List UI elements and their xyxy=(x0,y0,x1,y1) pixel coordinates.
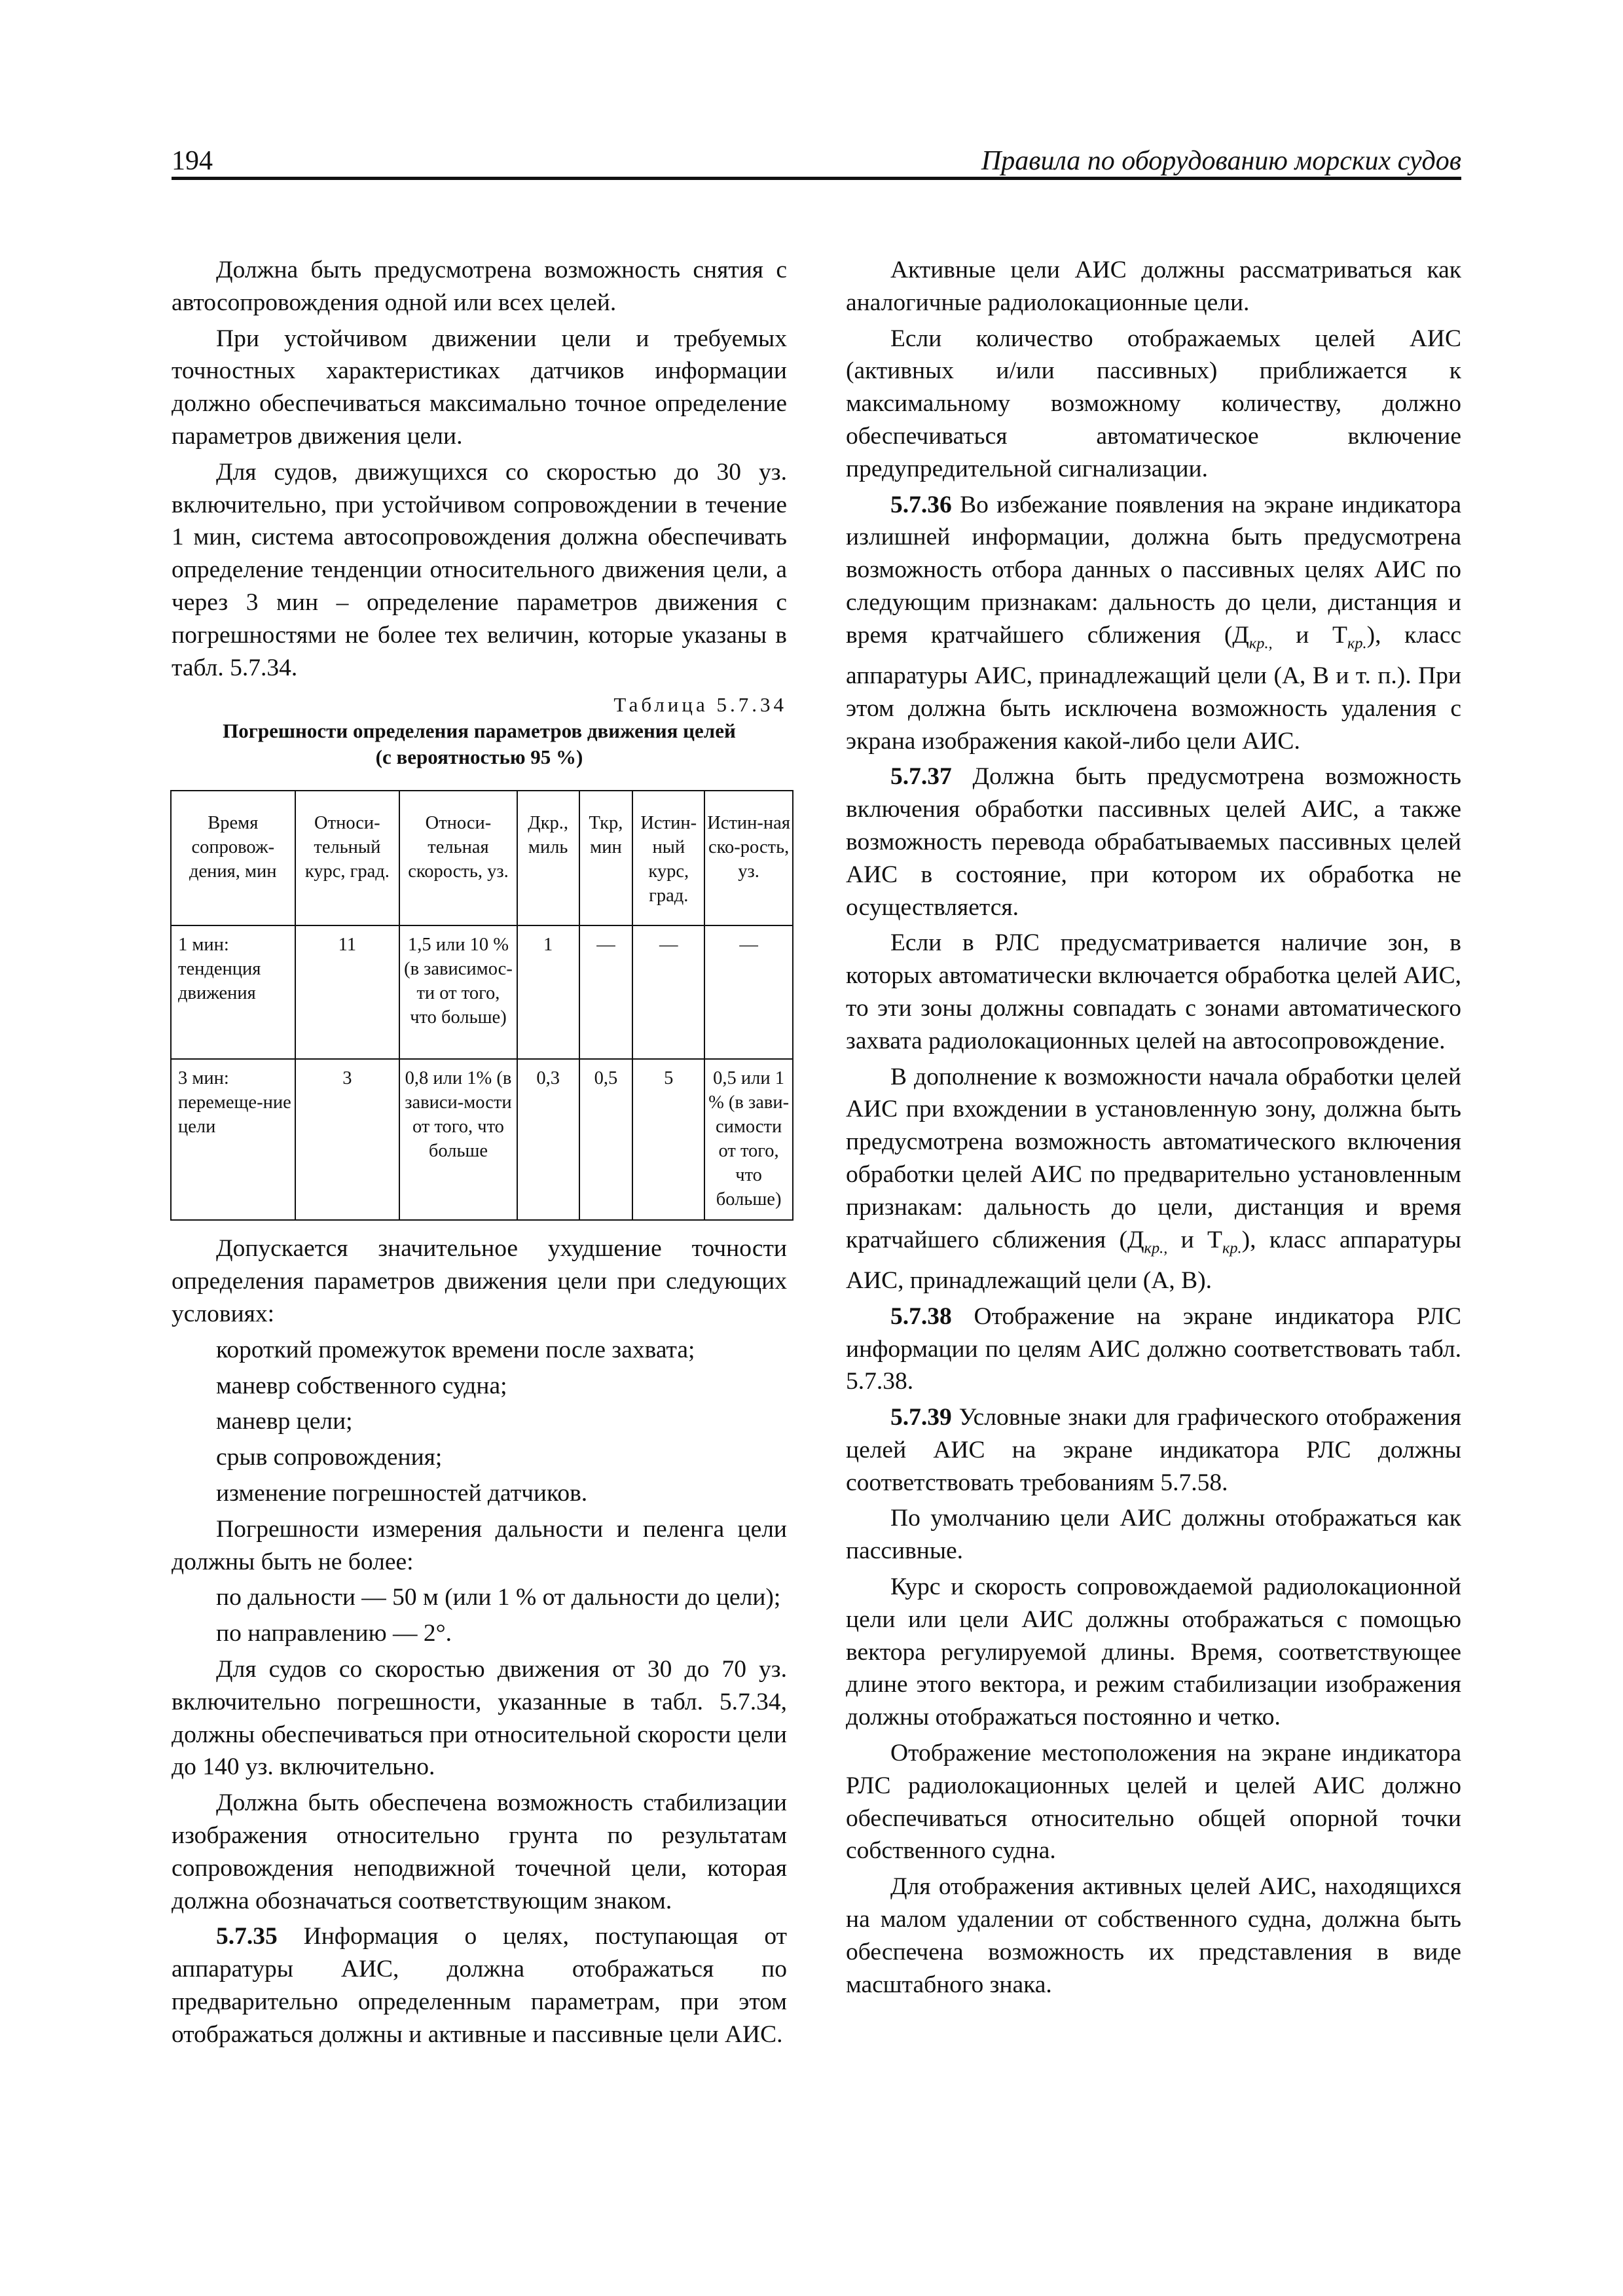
table-title-line: Погрешности определения параметров движения целей xyxy=(223,719,736,743)
paragraph: Если количество отображаемых целей АИС (активных и/или пассивных) приближается к максимальному возможному количеству, должно обеспечиваться автоматическое включение предупредительной сигнализации. xyxy=(846,325,1461,482)
left-column xyxy=(172,254,790,2054)
clause-text: В дополнение к возможности начала обработки целей АИС при вхождении в установленную зону, должна быть предусмотрена возможность автоматического включения обработки целей АИС по предварительно установленным признакам: дальность до цели, дистанция и время кратчайшего сближения (Д xyxy=(846,1063,1461,1253)
clause-text: Условные знаки для графического отображения целей АИС на экране индикатора РЛС должны соответствовать требованиям 5.7.58. xyxy=(846,1404,1461,1496)
table-header-row xyxy=(171,791,793,925)
paragraph: При устойчивом движении цели и требуемых точностных характеристиках датчиков информации должно обеспечиваться максимально точное определение параметров движения цели. xyxy=(172,325,787,450)
table-cell: 3 xyxy=(295,1059,400,1220)
table-row xyxy=(171,925,793,1059)
clause-number: 5.7.36 xyxy=(890,491,952,518)
paragraph: Отображение местоположения на экране индикатора РЛС радиолокационных целей и целей АИС должно обеспечиваться относительно общей опорной точки собственного судна. xyxy=(846,1740,1461,1865)
list-item: по направлению — 2°. xyxy=(216,1620,452,1647)
clause-text: ), класс аппаратуры АИС, принадлежащий цели (А, В и т. п.). При этом должна быть исключена возможность удаления с экрана изображения какой-либо цели АИС. xyxy=(846,621,1461,755)
paragraph: Для отображения активных целей АИС, находящихся на малом удалении от собственного судна, должна быть обеспечена возможность их представления в виде масштабного знака. xyxy=(846,1873,1461,1998)
paragraph: Для судов со скоростью движения от 30 до 70 уз. включительно погрешности, указанные в табл. 5.7.34, должны обеспечиваться при относительной скорости цели до 140 уз. включительно. xyxy=(172,1655,787,1781)
subscript: кр. xyxy=(1347,634,1367,653)
paragraph: Должна быть предусмотрена возможность снятия с автосопровождения одной или всех целей. xyxy=(172,257,787,316)
table-cell: 0,5 xyxy=(579,1059,633,1220)
table-title-line: (с вероятностью 95 %) xyxy=(375,745,583,769)
paragraph: Курс и скорость сопровождаемой радиолокационной цели или цели АИС должны отображаться с помощью вектора регулируемой длины. Время, соответствующее длине этого вектора, и режим стабилизации изображения должны отображаться постоянно и четко. xyxy=(846,1573,1461,1731)
clause-number: 5.7.37 xyxy=(890,763,952,791)
table-cell: 0,5 или 1 % (в зави-симости от того, что больше) xyxy=(704,1059,793,1220)
running-title: Правила по оборудованию морских судов xyxy=(981,146,1461,176)
table-header-cell: Ткр, мин xyxy=(579,791,633,925)
paragraph: Активные цели АИС должны рассматриваться как аналогичные радиолокационные цели. xyxy=(846,257,1461,316)
table-cell: 3 мин: перемеще-ние цели xyxy=(171,1059,295,1220)
clause-text: Должна быть предусмотрена возможность включения обработки пассивных целей АИС, а также возможность перевода обрабатываемых пассивных целей АИС в состояние, при котором их обработка не осуществляется. xyxy=(846,763,1461,921)
clause-text: ), класс аппаратуры АИС, принадлежащий цели (А, В). xyxy=(846,1226,1461,1294)
table-header-cell: Относи-тельная скорость, уз. xyxy=(399,791,517,925)
clause-number: 5.7.39 xyxy=(890,1404,952,1431)
page-number: 194 xyxy=(172,146,213,176)
paragraph: По умолчанию цели АИС должны отображаться как пассивные. xyxy=(846,1505,1461,1565)
table-cell: 0,8 или 1% (в зависи-мости от того, что больше xyxy=(399,1059,517,1220)
clause-text: и Т xyxy=(1167,1226,1222,1253)
table-header-cell: Время сопровож-дения, мин xyxy=(171,791,295,925)
list-item: срыв сопровождения; xyxy=(216,1444,443,1471)
paragraph xyxy=(846,1300,1461,1398)
table-cell: 5 xyxy=(632,1059,704,1220)
paragraph xyxy=(172,1920,787,2051)
clause-number: 5.7.35 xyxy=(216,1923,278,1950)
table-row xyxy=(171,1059,793,1220)
paragraph xyxy=(846,761,1461,924)
table-cell: — xyxy=(632,925,704,1059)
table-cell: — xyxy=(579,925,633,1059)
clause-number: 5.7.38 xyxy=(890,1302,952,1330)
list-item: маневр цели; xyxy=(216,1408,353,1435)
list-item: по дальности — 50 м (или 1 % от дальности до цели); xyxy=(216,1584,781,1611)
table-header-cell: Дкр., миль xyxy=(517,791,579,925)
table-title xyxy=(172,718,787,770)
paragraph: Допускается значительное ухудшение точности определения параметров движения цели при следующих условиях: xyxy=(172,1235,787,1327)
clause-text: Во избежание появления на экране индикатора излишней информации, должна быть предусмотрена возможность отбора данных о пассивных целях АИС по следующим признакам: дальность до цели, дистанция и время кратчайшего сближения (Д xyxy=(846,491,1461,649)
header-rule xyxy=(172,177,1461,180)
subscript: кр., xyxy=(1144,1239,1168,1257)
table-cell: 1 мин: тенденция движения xyxy=(171,925,295,1059)
page-header xyxy=(172,145,1461,179)
paragraph xyxy=(846,1061,1461,1297)
clause-text: Отображение на экране индикатора РЛС информации по целям АИС должно соответствовать табл. 5.7.38. xyxy=(846,1302,1461,1395)
paragraph: Должна быть обеспечена возможность стабилизации изображения относительно грунта по результатам сопровождения неподвижной точечной цели, которая должна обозначаться соответствующим знаком. xyxy=(172,1789,787,1914)
subscript: кр., xyxy=(1249,634,1273,653)
table-cell: 0,3 xyxy=(517,1059,579,1220)
paragraph: Погрешности измерения дальности и пеленга цели должны быть не более: xyxy=(172,1515,787,1575)
subscript: кр. xyxy=(1222,1239,1242,1257)
error-table xyxy=(170,790,793,1221)
table-cell: 11 xyxy=(295,925,400,1059)
paragraph: Для судов, движущихся со скоростью до 30 уз. включительно, при устойчивом сопровождении в течение 1 мин, система автосопровождения должна обеспечивать определение тенденции относительного движения цели, а через 3 мин – определение параметров движения с погрешностями не более тех величин, которые указаны в табл. 5.7.34. xyxy=(172,458,787,681)
table-cell: 1,5 или 10 % (в зависимос-ти от того, что больше) xyxy=(399,925,517,1059)
table-label: Таблица 5.7.34 xyxy=(613,693,787,717)
paragraph xyxy=(846,489,1461,758)
table-header-cell: Истин-ная ско-рость, уз. xyxy=(704,791,793,925)
table-header-cell: Истин-ный курс, град. xyxy=(632,791,704,925)
table-header-cell: Относи-тельный курс, град. xyxy=(295,791,400,925)
list-item: маневр собственного судна; xyxy=(216,1372,507,1399)
table-cell: 1 xyxy=(517,925,579,1059)
list-item: изменение погрешностей датчиков. xyxy=(216,1479,588,1507)
clause-text: Информация о целях, поступающая от аппаратуры АИС, должна отображаться по предварительно определенным параметрам, при этом отображаться должны и активные и пассивные цели АИС. xyxy=(172,1923,787,2048)
table-cell: — xyxy=(704,925,793,1059)
list-item: короткий промежуток времени после захвата; xyxy=(216,1336,695,1363)
paragraph xyxy=(846,1401,1461,1499)
paragraph: Если в РЛС предусматривается наличие зон, в которых автоматически включается обработка целей АИС, то эти зоны должны совпадать с зонами автоматического захвата радиолокационных целей на автосопровождение. xyxy=(846,929,1461,1054)
clause-text: и Т xyxy=(1272,621,1347,649)
right-column xyxy=(846,254,1461,2004)
